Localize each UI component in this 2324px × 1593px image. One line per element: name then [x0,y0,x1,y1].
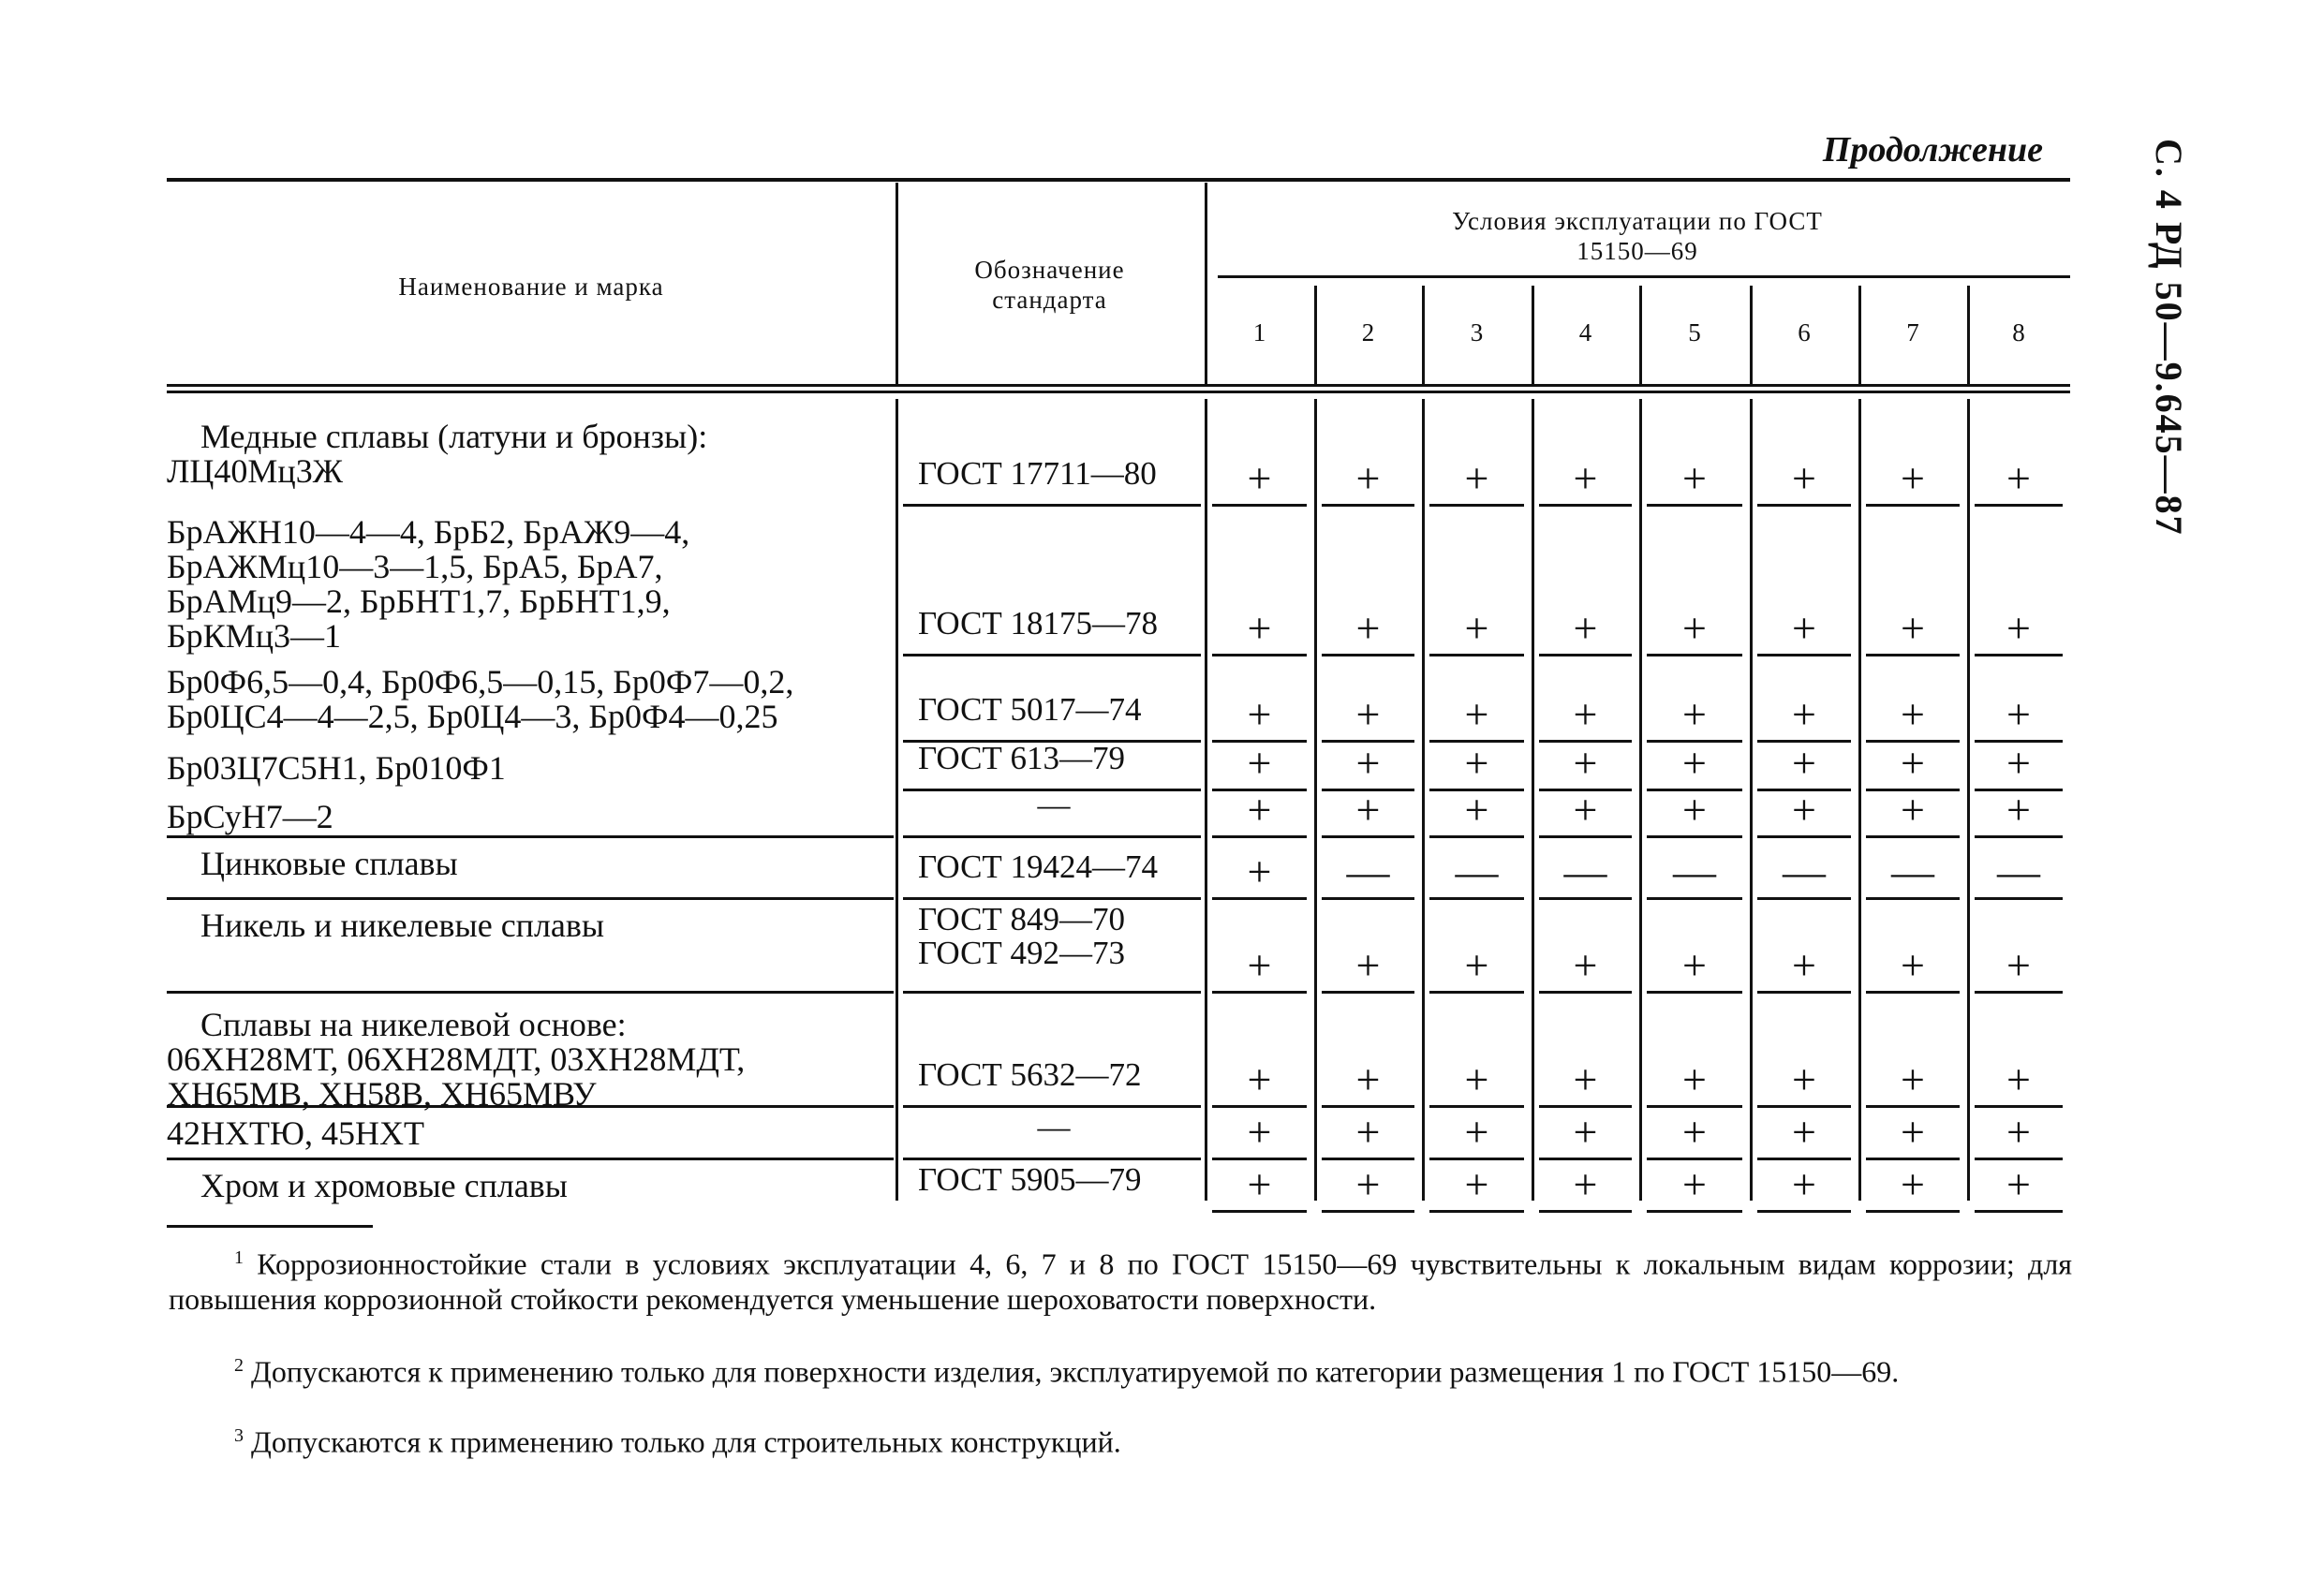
header-condition-2: 2 [1361,318,1375,347]
cell-underline [1429,991,1524,994]
cell-underline [1322,1210,1414,1213]
table-row-mark: + [1247,786,1272,833]
table-row-mark: + [1573,690,1598,738]
cell-underline [1429,835,1524,838]
row-rule-std [903,1105,1201,1108]
table-row-name: 42НХТЮ, 45НХТ [167,1114,424,1152]
table-row-mark: + [1573,786,1598,833]
header-col-divider [1967,286,1970,384]
cell-underline [1212,1210,1307,1213]
header-bottom-rule-2 [167,391,2070,393]
table-row-mark: + [1573,604,1598,652]
table-row-mark: + [1901,1160,1925,1208]
row-rule-std [903,1158,1201,1160]
footnote-number: 2 [234,1355,244,1376]
table-row-mark: + [1792,690,1816,738]
cell-underline [1539,1210,1632,1213]
table-row-mark: + [1464,1108,1489,1156]
cell-underline [1429,654,1524,656]
header-col-divider [1532,286,1534,384]
cell-underline [1866,897,1960,900]
table-row-mark: + [2006,941,2031,989]
table-row-name: Бр03Ц7С5Н1, Бр010Ф1 [167,749,506,787]
row-rule-std [903,654,1201,656]
body-col-divider [1858,399,1861,1201]
footnote-2 [169,1349,2072,1390]
header-col-divider [1314,286,1317,384]
row-rule-name [167,991,894,994]
table-row-mark: + [1682,604,1707,652]
table-row-mark: + [1682,941,1707,989]
table-row-mark: + [1682,454,1707,502]
table-row-mark: + [2006,454,2031,502]
table-row-standard: ГОСТ 5017—74 [918,691,1142,728]
header-col-divider [1639,286,1642,384]
table-row-mark: + [1901,1055,1925,1103]
table-row-mark: + [1573,739,1598,787]
table-row-mark: + [1792,1160,1816,1208]
table-row-mark: + [1247,848,1272,895]
cell-underline [1539,897,1632,900]
cell-underline [1757,991,1851,994]
header-bottom-rule-1 [167,384,2070,387]
table-row-mark: + [1573,941,1598,989]
table-row-mark: + [1247,1055,1272,1103]
table-row-mark: + [1464,1055,1489,1103]
table-row-mark: + [1792,786,1816,833]
table-row-name: Хром и хромовые сплавы [200,1167,568,1204]
page-side-label: С. 4 РД 50—9.645—87 [2148,139,2190,537]
body-col-divider [1750,399,1753,1201]
table-row-name: БрСуН7—2 [167,798,333,835]
header-condition-8: 8 [2012,318,2025,347]
table-row-mark: + [1792,1055,1816,1103]
table-row-mark: + [1682,1055,1707,1103]
table-row-mark: + [1573,454,1598,502]
header-conditions: Условия эксплуатации по ГОСТ 15150—69 [1452,207,1823,265]
table-row-mark: + [1682,1108,1707,1156]
row-rule-name [167,1105,894,1108]
cell-underline [1866,991,1960,994]
table-row-mark: + [1901,739,1925,787]
body-col-divider [1532,399,1534,1201]
cell-underline [1322,897,1414,900]
table-row-mark: — [1673,848,1716,895]
table-top-rule [167,178,2070,182]
cell-underline [1212,654,1307,656]
cell-underline [1539,504,1632,507]
footnote-number: 1 [234,1247,244,1268]
table-row-mark: + [1792,604,1816,652]
row-rule-name [167,835,894,838]
table-row-name: Медные сплавы (латуни и бронзы): ЛЦ40Мц3Ж [167,418,708,490]
table-row-mark: + [1247,1108,1272,1156]
cell-underline [1647,654,1742,656]
row-rule-std [903,504,1201,507]
header-condition-3: 3 [1470,318,1484,347]
table-row-mark: — [1563,848,1607,895]
header-divider-std [1205,183,1207,384]
cell-underline [1975,897,2063,900]
table-row-mark: + [1247,941,1272,989]
table-row-mark: + [1901,604,1925,652]
cell-underline [1757,654,1851,656]
cell-underline [1866,835,1960,838]
table-row-mark: + [1355,739,1381,787]
cell-underline [1757,897,1851,900]
cell-underline [1322,991,1414,994]
table-row-mark: + [1355,1055,1381,1103]
table-row-mark: + [1573,1055,1598,1103]
table-row-mark: + [1355,690,1381,738]
footnote-text: Допускаются к применению только для поверхности изделия, эксплуатируемой по категории размещения 1 по ГОСТ 15150—69. [244,1354,1900,1389]
table-row-standard: ГОСТ 17711—80 [918,455,1157,492]
table-row-mark: + [1355,941,1381,989]
cell-underline [1647,1210,1742,1213]
table-row-mark: + [1901,454,1925,502]
table-row-standard: ГОСТ 19424—74 [918,848,1159,885]
table-row-mark: + [1464,690,1489,738]
table-row-mark: + [1355,1108,1381,1156]
table-row-mark: + [1355,454,1381,502]
table-row-mark: + [2006,690,2031,738]
table-row-name: БрАЖН10—4—4, БрБ2, БрАЖ9—4, БрАЖМц10—3—1,5, БрА5, БрА7, БрАМц9—2, БрБНТ1,7, БрБНТ1,9, БрКМц3—1 [167,513,690,655]
table-row-mark: + [1464,454,1489,502]
table-row-standard: — [1037,1109,1071,1145]
row-rule-std [903,835,1201,838]
table-row-mark: + [1247,604,1272,652]
table-row-mark: — [1997,848,2040,895]
cell-underline [1866,504,1960,507]
cell-underline [1647,504,1742,507]
row-rule-name [167,897,894,900]
cell-underline [1647,991,1742,994]
cell-underline [1975,991,2063,994]
table-row-mark: + [1901,1108,1925,1156]
table-row-standard: ГОСТ 5905—79 [918,1161,1142,1198]
cell-underline [1975,835,2063,838]
table-row-mark: + [1682,1160,1707,1208]
table-row-mark: + [2006,786,2031,833]
header-condition-7: 7 [1906,318,1919,347]
cell-underline [1539,835,1632,838]
table-row-standard: ГОСТ 5632—72 [918,1056,1142,1093]
table-row-mark: + [2006,739,2031,787]
continuation-label: Продолжение [1822,130,2043,170]
body-col-divider [1314,399,1317,1201]
table-row-name: Цинковые сплавы [200,845,458,882]
table-row-mark: + [1901,786,1925,833]
table-row-mark: + [1464,739,1489,787]
cell-underline [1539,991,1632,994]
header-divider-name [896,183,898,384]
table-row-mark: + [1682,786,1707,833]
row-rule-std [903,991,1201,994]
table-row-mark: + [2006,1055,2031,1103]
header-condition-6: 6 [1798,318,1811,347]
table-row-mark: + [2006,1108,2031,1156]
table-row-mark: + [1573,1160,1598,1208]
table-row-mark: + [1682,690,1707,738]
cell-underline [1757,504,1851,507]
footnote-text: Допускаются к применению только для строительных конструкций. [244,1424,1121,1459]
table-row-mark: — [1891,848,1934,895]
cell-underline [1212,897,1307,900]
header-col-divider [1858,286,1861,384]
table-row-mark: + [1247,1160,1272,1208]
table-row-name: Никель и никелевые сплавы [200,907,605,944]
table-row-mark: + [1464,786,1489,833]
cell-underline [1975,504,2063,507]
cell-underline [1212,504,1307,507]
cell-underline [1647,835,1742,838]
table-row-mark: + [2006,604,2031,652]
body-divider-std [1205,399,1207,1201]
cell-underline [1429,897,1524,900]
footnote-number: 3 [234,1425,244,1446]
header-condition-4: 4 [1578,318,1592,347]
cell-underline [1322,504,1414,507]
table-row-mark: + [1792,739,1816,787]
cell-underline [1975,1210,2063,1213]
cell-underline [1647,897,1742,900]
header-standard: Обозначение стандарта [974,256,1125,314]
cell-underline [1866,1210,1960,1213]
cell-underline [1757,1210,1851,1213]
table-row-name: Бр0Ф6,5—0,4, Бр0Ф6,5—0,15, Бр0Ф7—0,2, Бр0ЦС4—4—2,5, Бр0Ц4—3, Бр0Ф4—0,25 [167,663,794,735]
table-row-mark: + [1901,690,1925,738]
table-row-mark: + [1792,1108,1816,1156]
table-row-mark: + [1355,604,1381,652]
header-condition-5: 5 [1688,318,1701,347]
cell-underline [1975,654,2063,656]
table-row-mark: + [1355,1160,1381,1208]
table-row-mark: + [1682,739,1707,787]
body-col-divider [1639,399,1642,1201]
header-conditions-rule [1218,275,2070,278]
table-row-mark: + [2006,1160,2031,1208]
row-rule-std [903,897,1201,900]
header-condition-1: 1 [1252,318,1266,347]
footnote-text: Коррозионностойкие стали в условиях эксплуатации 4, 6, 7 и 8 по ГОСТ 15150—69 чувствительны к локальным видам коррозии; для повышения коррозионной стойкости рекомендуется уменьшение шероховатости поверхности. [169,1246,2072,1316]
table-row-standard: ГОСТ 613—79 [918,740,1126,776]
table-row-standard: — [1037,787,1071,823]
header-name: Наименование и марка [398,273,664,301]
cell-underline [1322,835,1414,838]
cell-underline [1757,835,1851,838]
table-row-mark: + [1792,941,1816,989]
table-row-standard: ГОСТ 849—70 ГОСТ 492—73 [918,901,1126,971]
table-row-mark: — [1455,848,1499,895]
table-row-mark: — [1346,848,1390,895]
header-col-divider [1422,286,1425,384]
footnote-separator [167,1225,373,1228]
table-row-mark: + [1901,941,1925,989]
header-col-divider [1750,286,1753,384]
cell-underline [1322,654,1414,656]
table-row-mark: + [1573,1108,1598,1156]
table-row-name: Сплавы на никелевой основе: 06ХН28МТ, 06ХН28МДТ, 03ХН28МДТ, ХН65МВ, ХН58В, ХН65МВУ [167,1006,746,1113]
cell-underline [1866,654,1960,656]
cell-underline [1212,991,1307,994]
body-col-divider [1422,399,1425,1201]
footnote-1 [169,1241,2072,1317]
cell-underline [1212,835,1307,838]
table-row-standard: ГОСТ 18175—78 [918,605,1159,642]
table-row-mark: + [1247,454,1272,502]
table-row-mark: + [1247,690,1272,738]
row-rule-name [167,1158,894,1160]
body-col-divider [1967,399,1970,1201]
table-row-mark: + [1247,739,1272,787]
table-row-mark: + [1464,941,1489,989]
table-row-mark: + [1355,786,1381,833]
body-divider-name [896,399,898,1201]
footnote-3 [169,1419,2072,1460]
table-row-mark: — [1783,848,1826,895]
table-row-mark: + [1792,454,1816,502]
cell-underline [1429,1210,1524,1213]
cell-underline [1539,654,1632,656]
table-row-mark: + [1464,604,1489,652]
table-row-mark: + [1464,1160,1489,1208]
cell-underline [1429,504,1524,507]
